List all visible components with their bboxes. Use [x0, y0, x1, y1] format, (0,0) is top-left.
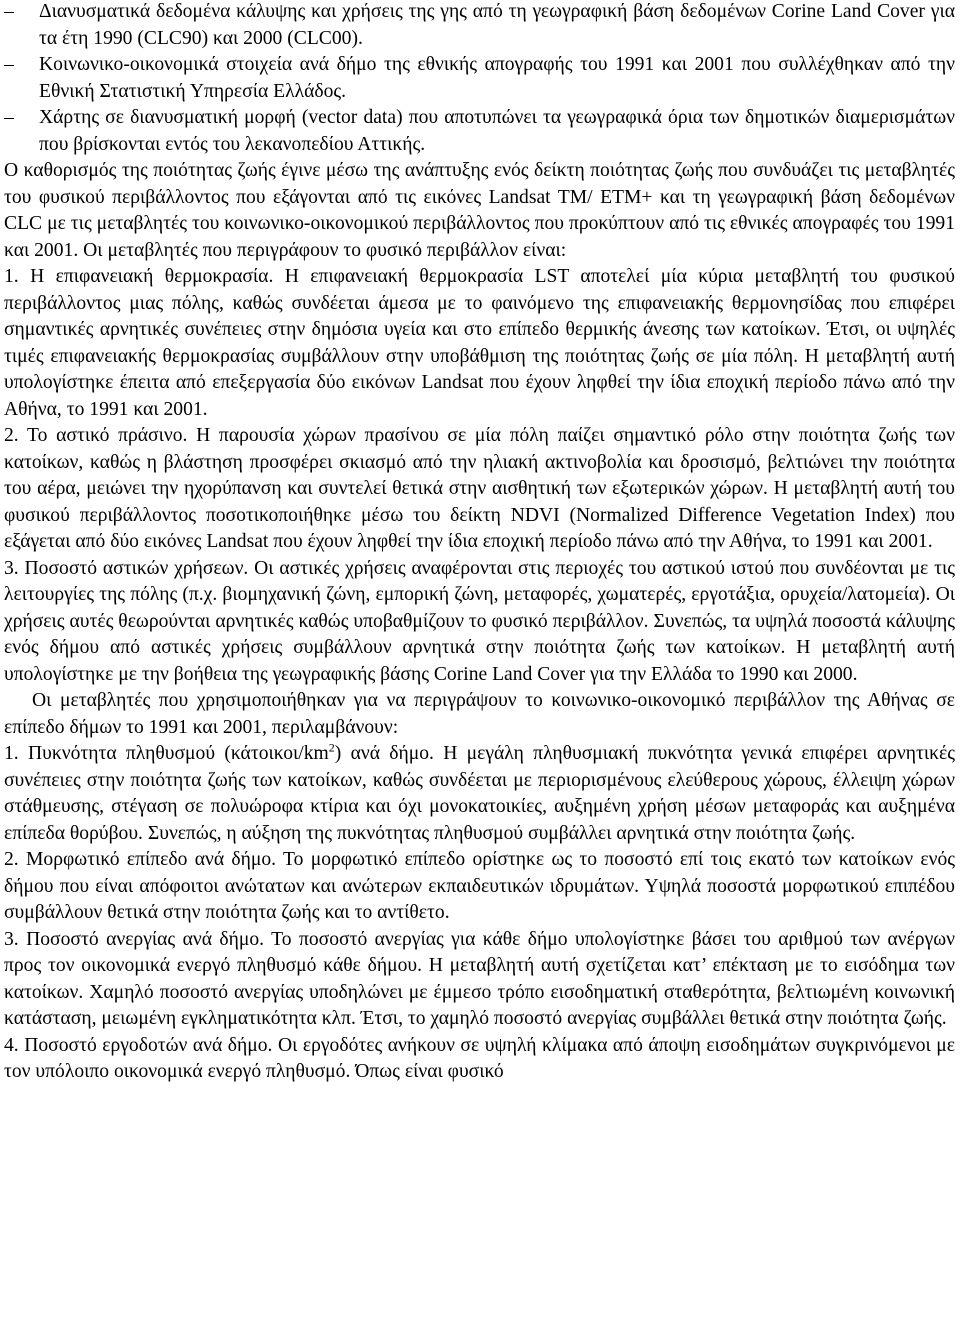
bullet-dash: – — [4, 54, 14, 75]
physical-variable-2: 2. Το αστικό πράσινο. Η παρουσία χώρων πρασίνου σε μία πόλη παίζει σημαντικό ρόλο στην ποιότητα ζωής των κατοίκων, καθώς η βλάστηση προσφέρει σκιασμό από την ηλιακή ακτινοβολία και δροσισμό, βελτιώνει την ποιότητα του αέρα, μειώνει την ηχορύπανση και συντελεί θετικά στην αισθητική των εξωτερικών χώρων. Η μεταβλητή αυτή του φυσικού περιβάλλοντος ποσοτικοποιήθηκε μέσω του δείκτη NDVI (Normalized Difference Vegetation Index) που εξάγεται από δύο εικόνες Landsat που έχουν ληφθεί την ίδια εποχική περίοδο πάνω από την Αθήνα, το 1991 και 2001. — [4, 425, 955, 552]
bullet-dash: – — [4, 1, 14, 22]
list-item — [4, 52, 955, 105]
list-item-text: Χάρτης σε διανυσματική μορφή (vector data) που αποτυπώνει τα γεωγραφικά όρια των δημοτικών διαμερισμάτων που βρίσκονται εντός του λεκανοπεδίου Αττικής. — [39, 107, 955, 155]
intro-paragraph: Ο καθορισμός της ποιότητας ζωής έγινε μέσω της ανάπτυξης ενός δείκτη ποιότητας ζωής που συνδυάζει τις μεταβλητές του φυσικού περιβάλλοντος που εξάγονται από τις εικόνες Landsat TM/ ETM+ και τη γεωγραφική βάση δεδομένων CLC με τις μεταβλητές του κοινωνικο-οικονομικού περιβάλλοντος που προκύπτουν από τις εθνικές απογραφές του 1991 και 2001. Οι μεταβλητές που περιγράφουν το φυσικό περιβάλλον είναι: — [4, 160, 955, 261]
physical-variable-1: 1. Η επιφανειακή θερμοκρασία. Η επιφανειακή θερμοκρασία LST αποτελεί μία κύρια μεταβλητή του φυσικού περιβάλλοντος μιας πόλης, καθώς συνδέεται άμεσα με το φαινόμενο της επιφανειακής θερμονησίδας που επιφέρει σημαντικές αρνητικές συνέπειες στην δημόσια υγεία και στο επίπεδο θερμικής άνεσης των κατοίκων. Έτσι, οι υψηλές τιμές επιφανειακής θερμοκρασίας συμβάλλουν στην υποβάθμιση της ποιότητας ζωής σε μία πόλη. Η μεταβλητή αυτή υπολογίστηκε έπειτα από επεξεργασία δύο εικόνων Landsat που έχουν ληφθεί την ίδια εποχική περίοδο πάνω από την Αθήνα, το 1991 και 2001. — [4, 266, 955, 420]
socio-variable-2: 2. Μορφωτικό επίπεδο ανά δήμο. Το μορφωτικό επίπεδο ορίστηκε ως το ποσοστό επί τοις εκατό των κατοίκων ενός δήμου που είναι απόφοιτοι ανώτατων και ανώτερων εκπαιδευτικών ιδρυμάτων. Υψηλά ποσοστά μορφωτικού επιπέδου συμβάλλουν θετικά στην ποιότητα ζωής και το αντίθετο. — [4, 849, 955, 923]
list-item — [4, 105, 955, 158]
list-item — [4, 0, 955, 52]
physical-variable-3: 3. Ποσοστό αστικών χρήσεων. Οι αστικές χρήσεις αναφέρονται στις περιοχές του αστικού ιστού που συνδέονται με τις λειτουργίες της πόλης (π.χ. βιομηχανική ζώνη, εμπορική ζώνη, μεταφορές, χωματερές, εργοτάξια, ορυχεία/λατομεία). Οι χρήσεις αυτές θεωρούνται αρνητικές καθώς υποβαθμίζουν το φυσικό περιβάλλον. Συνεπώς, τα υψηλά ποσοστά κάλυψης ενός δήμου από αστικές χρήσεις συμβάλλουν αρνητικά στην ποιότητα ζωής των κατοίκων. Η μεταβλητή αυτή υπολογίστηκε με την βοήθεια της γεωγραφικής βάσης Corine Land Cover για την Ελλάδα το 1990 και 2000. — [4, 557, 955, 685]
list-item-text: Διανυσματικά δεδομένα κάλυψης και χρήσεις της γης από τη γεωγραφική βάση δεδομένων Corine Land Cover για τα έτη 1990 (CLC90) και 2000 (CLC00). — [39, 1, 955, 49]
list-item-text: Κοινωνικο-οικονομικά στοιχεία ανά δήμο της εθνικής απογραφής του 1991 και 2001 που συλλέχθηκαν από την Εθνική Στατιστική Υπηρεσία Ελλάδος. — [39, 54, 955, 102]
superscript: 2 — [328, 740, 335, 755]
socio-variable-1-rest: ) ανά δήμο. Η μεγάλη πληθυσμιακή πυκνότητα γενικά επιφέρει αρνητικές συνέπειες στην ποιότητα ζωής των κατοίκων, καθώς συνδέεται με περιορισμένους ελεύθερους χώρους, έλλειψη χώρων στάθμευσης, στέγαση σε πολυώροφα κτίρια και όχι μονοκατοικίες, αυξημένη χρήση μέσων μεταφοράς και αυξημένα επίπεδα θορύβου. Συνεπώς, η αύξηση της πυκνότητας πληθυσμού συμβάλλει αρνητικά στην ποιότητα ζωής. — [4, 743, 955, 844]
socio-variable-4: 4. Ποσοστό εργοδοτών ανά δήμο. Οι εργοδότες ανήκουν σε υψηλή κλίμακα από άποψη εισοδημάτων συγκρινόμενοι με τον υπόλοιπο οικονομικά ενεργό πληθυσμό. Όπως είναι φυσικό — [4, 1034, 955, 1082]
bullet-dash: – — [4, 107, 14, 128]
socio-variable-1-lead: 1. Πυκνότητα πληθυσμού (κάτοικοι/km — [4, 743, 329, 764]
document-page — [4, 0, 955, 1086]
socio-variable-3: 3. Ποσοστό ανεργίας ανά δήμο. Το ποσοστό ανεργίας για κάθε δήμο υπολογίστηκε βάσει του αριθμού των ανέργων προς τον οικονομικά ενεργό πληθυσμό κάθε δήμου. Η μεταβλητή αυτή σχετίζεται κατ’ επέκταση με το εισόδημα των κατοίκων. Χαμηλό ποσοστό ανεργίας υποδηλώνει με έμμεσο τρόπο εισοδηματική σταθερότητα, βελτιωμένη κοινωνική κατάσταση, μειωμένη εγκληματικότητα κλπ. Έτσι, το χαμηλό ποσοστό ανεργίας συμβάλλει θετικά στην ποιότητα ζωής. — [4, 928, 955, 1029]
socio-intro-paragraph: Οι μεταβλητές που χρησιμοποιήθηκαν για να περιγράψουν το κοινωνικο-οικονομικό περιβάλλον της Αθήνας σε επίπεδο δήμων το 1991 και 2001, περιλαμβάνουν: — [4, 690, 955, 738]
socio-variable-1 — [4, 741, 955, 847]
